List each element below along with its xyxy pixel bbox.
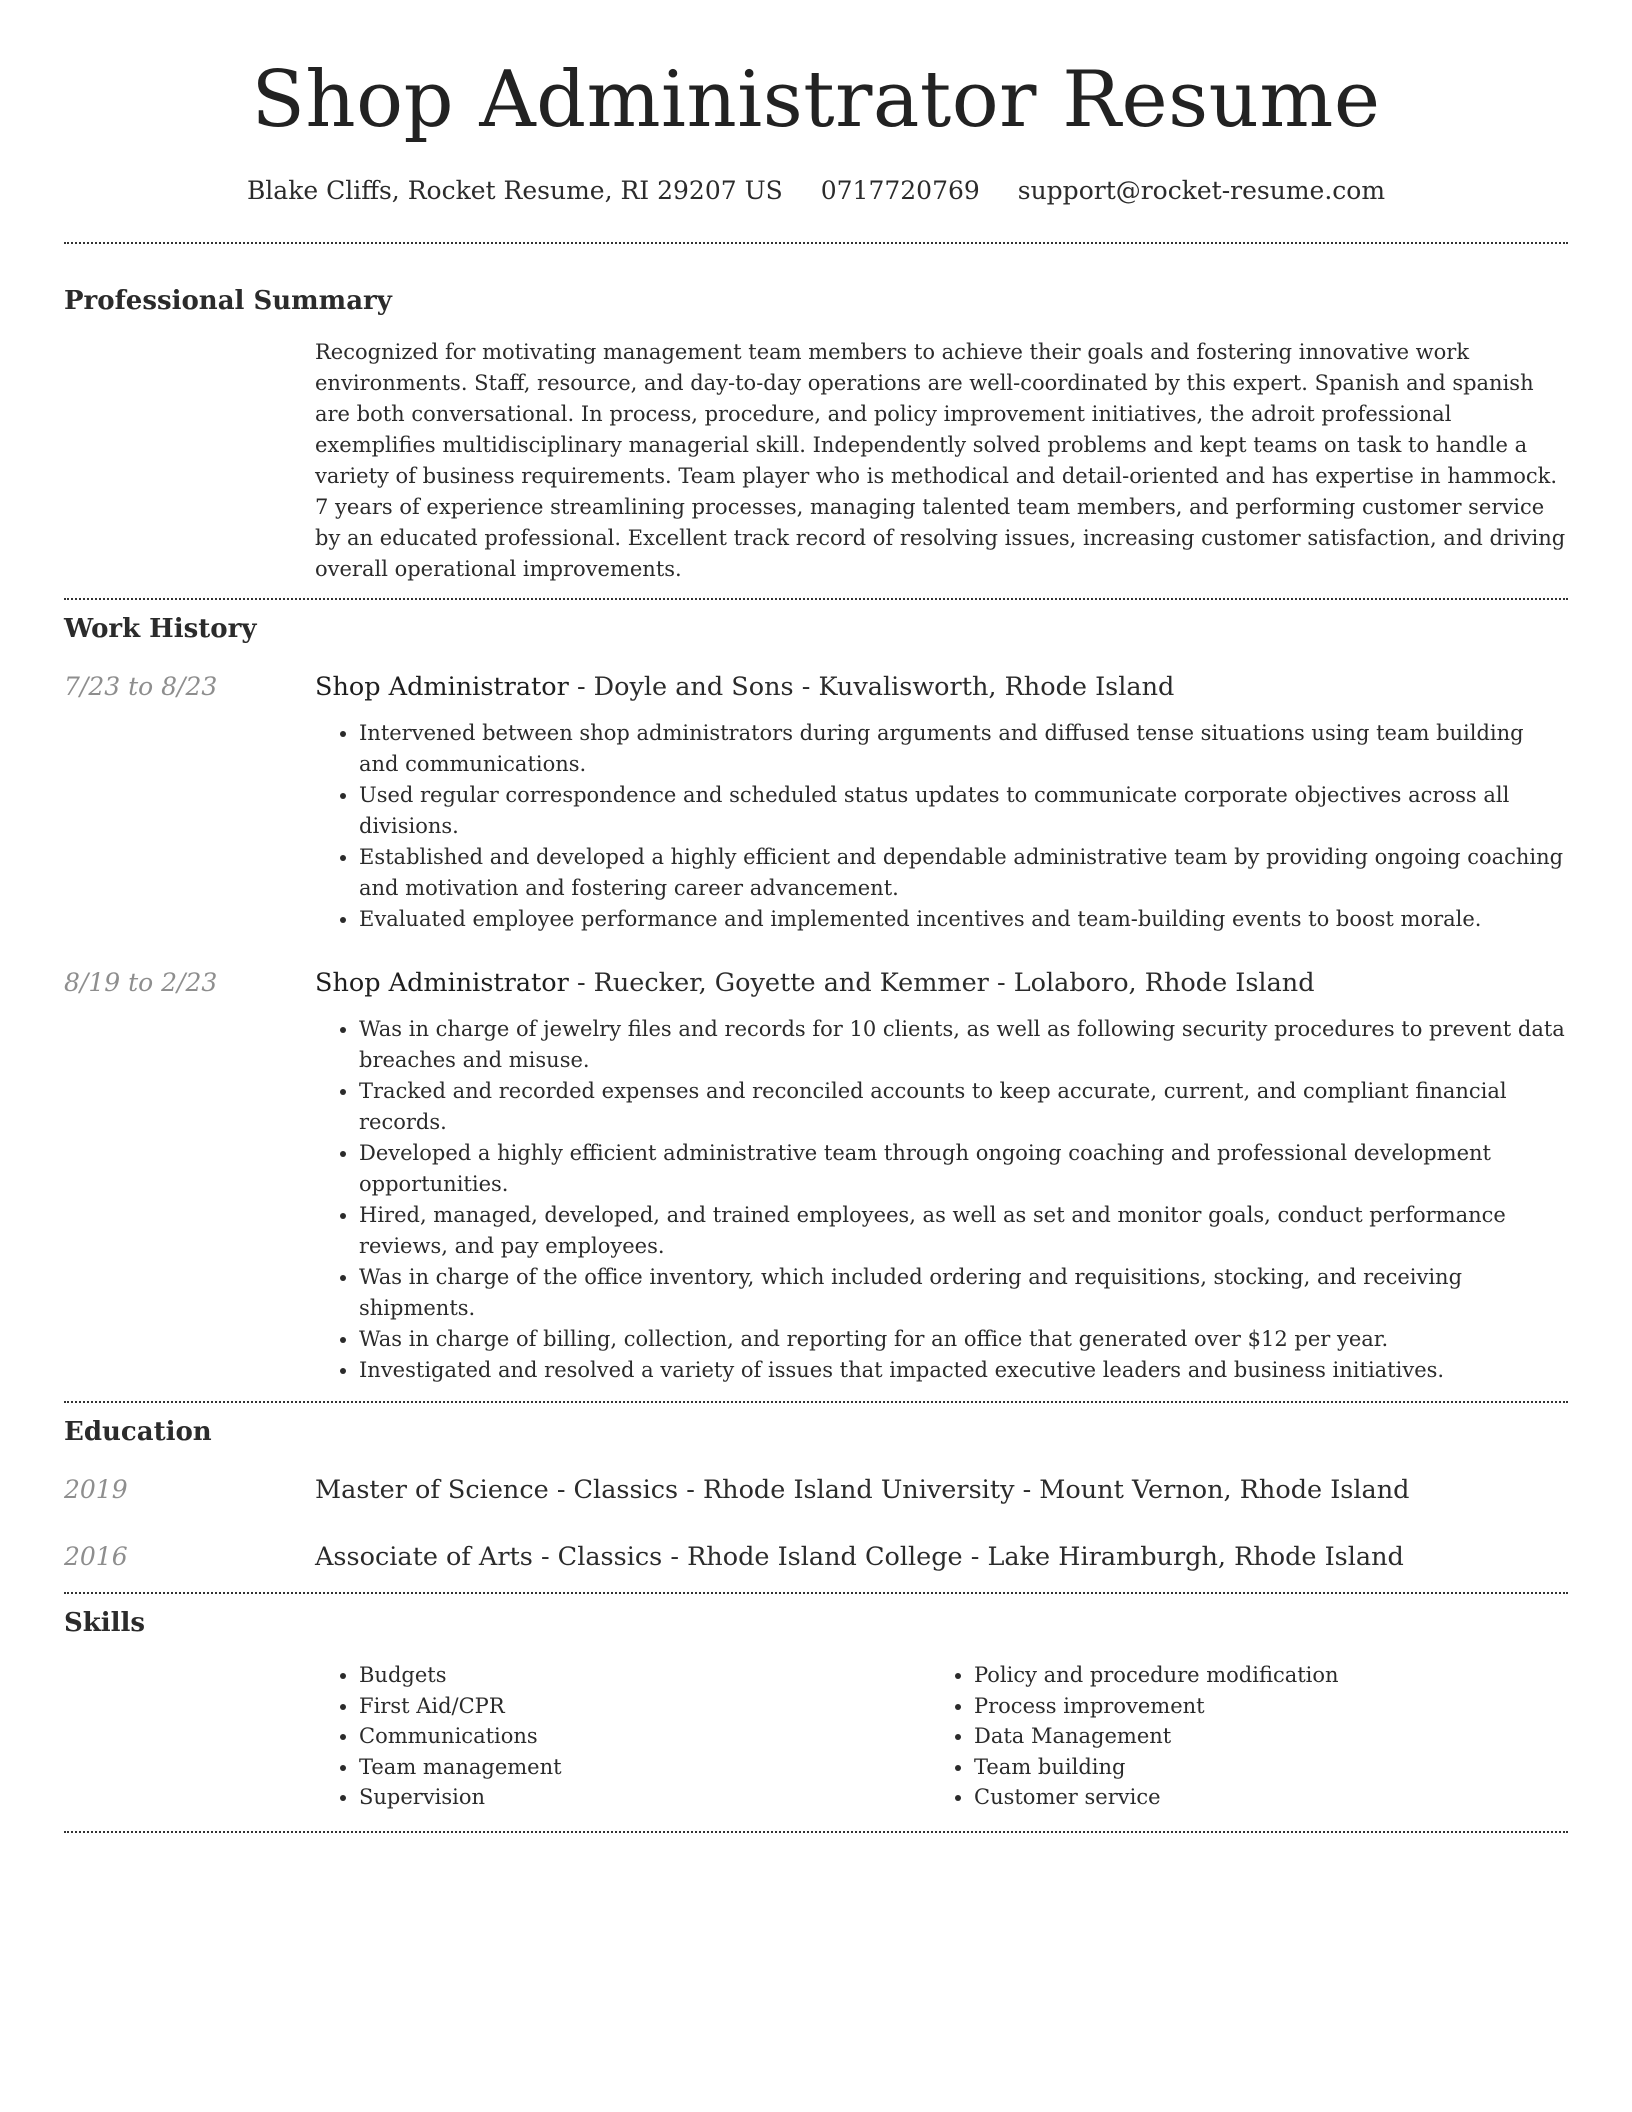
job-dates: 7/23 to 8/23: [64, 672, 218, 701]
section-divider: [64, 598, 1568, 600]
job-body: [315, 966, 1568, 1386]
job-bullet: • Was in charge of the office inventory, which included ordering and requisitions, stocking, and receiving shipments.: [359, 1262, 1568, 1324]
section-divider: [64, 242, 1568, 244]
skill-item: • First Aid/CPR: [359, 1691, 930, 1722]
job-bullets: [315, 1014, 1568, 1386]
education-details: - Rhode Island College - Lake Hiramburgh, Rhode Island: [662, 1542, 1404, 1572]
summary-heading: Professional Summary: [64, 286, 392, 316]
job-bullet: • Used regular correspondence and scheduled status updates to communicate corporate objectives across all divisions.: [359, 780, 1568, 842]
job-bullet: • Intervened between shop administrators during arguments and diffused tense situations using team building and communications.: [359, 718, 1568, 780]
summary-text: Recognized for motivating management team members to achieve their goals and fostering innovative work environments. Staff, resource, and day-to-day operations are well-coordinated by this expert. Spanish and spanish are both conversational. In process, procedure, and policy improvement initiatives, the adroit professional exemplifies multidisciplinary managerial skill. Independently solved problems and kept teams on task to handle a variety of business requirements. Team player who is methodical and detail-oriented and has expertise in hammock. 7 years of experience streamlining processes, managing talented team members, and performing customer service by an educated professional. Excellent track record of resolving issues, increasing customer satisfaction, and driving overall operational improvements.: [315, 340, 1566, 581]
contact-line: [64, 174, 1568, 208]
work-section: [64, 612, 1568, 1386]
section-divider: [64, 1592, 1568, 1594]
education-degree: Master of Science - Classics: [315, 1475, 679, 1505]
job-details: - Ruecker, Goyette and Kemmer - Lolaboro, Rhode Island: [568, 968, 1315, 998]
contact-phone: 0717720769: [820, 176, 980, 205]
job-entry: [64, 670, 1568, 935]
job-heading: [315, 966, 1568, 1000]
job-bullet: • Developed a highly efficient administrative team through ongoing coaching and professional development opportunities.: [359, 1138, 1568, 1200]
skills-columns: [315, 1660, 1568, 1813]
skill-item: • Supervision: [359, 1782, 930, 1813]
education-heading: Education: [64, 1417, 212, 1447]
education-section: [64, 1415, 1568, 1574]
job-bullet: • Evaluated employee performance and implemented incentives and team-building events to boost morale.: [359, 904, 1568, 935]
skill-item: • Team management: [359, 1752, 930, 1783]
job-bullet: • Was in charge of billing, collection, and reporting for an office that generated over $12 per year.: [359, 1324, 1568, 1355]
summary-section: [64, 284, 1568, 585]
work-heading: Work History: [64, 614, 257, 644]
education-heading-line: [315, 1473, 1568, 1507]
skills-spacer: [64, 1660, 315, 1813]
section-divider: [64, 1831, 1568, 1833]
education-year: 2016: [64, 1542, 128, 1571]
education-entry: [64, 1473, 1568, 1507]
summary-spacer: [64, 337, 315, 585]
resume-title: Shop Administrator Resume: [251, 55, 1381, 145]
skills-heading: Skills: [64, 1608, 146, 1638]
summary-row: [64, 337, 1568, 585]
skills-list-left: [315, 1660, 930, 1813]
job-dates: 8/19 to 2/23: [64, 968, 218, 997]
skill-item: • Communications: [359, 1721, 930, 1752]
job-details: - Doyle and Sons - Kuvalisworth, Rhode Island: [568, 672, 1175, 702]
skill-item: • Budgets: [359, 1660, 930, 1691]
job-bullet: • Established and developed a highly efficient and dependable administrative team by providing ongoing coaching and motivation and fostering career advancement.: [359, 842, 1568, 904]
skills-list-right: [930, 1660, 1545, 1813]
skill-item: • Process improvement: [974, 1691, 1545, 1722]
skills-section: [64, 1606, 1568, 1813]
job-body: [315, 670, 1568, 935]
job-bullet: • Investigated and resolved a variety of issues that impacted executive leaders and business initiatives.: [359, 1355, 1568, 1386]
job-bullet: • Hired, managed, developed, and trained employees, as well as set and monitor goals, conduct performance reviews, and pay employees.: [359, 1200, 1568, 1262]
education-heading-line: [315, 1540, 1568, 1574]
job-bullet: • Was in charge of jewelry files and records for 10 clients, as well as following security procedures to prevent data breaches and misuse.: [359, 1014, 1568, 1076]
contact-address: Blake Cliffs, Rocket Resume, RI 29207 US: [246, 176, 783, 205]
resume-page: [64, 0, 1568, 1833]
education-degree: Associate of Arts - Classics: [315, 1542, 663, 1572]
job-bullet: • Tracked and recorded expenses and reconciled accounts to keep accurate, current, and compliant financial records.: [359, 1076, 1568, 1138]
education-year: 2019: [64, 1475, 128, 1504]
job-position: Shop Administrator: [315, 968, 569, 998]
job-position: Shop Administrator: [315, 672, 569, 702]
job-bullets: [315, 718, 1568, 935]
education-details: - Rhode Island University - Mount Vernon, Rhode Island: [678, 1475, 1410, 1505]
job-entry: [64, 966, 1568, 1386]
skill-item: • Team building: [974, 1752, 1545, 1783]
skill-item: • Policy and procedure modification: [974, 1660, 1545, 1691]
education-entry: [64, 1540, 1568, 1574]
skill-item: • Data Management: [974, 1721, 1545, 1752]
contact-email: support@rocket-resume.com: [1017, 176, 1386, 205]
skills-row: [64, 1660, 1568, 1813]
section-divider: [64, 1401, 1568, 1403]
job-heading: [315, 670, 1568, 704]
summary-body: [315, 337, 1568, 585]
skill-item: • Customer service: [974, 1782, 1545, 1813]
